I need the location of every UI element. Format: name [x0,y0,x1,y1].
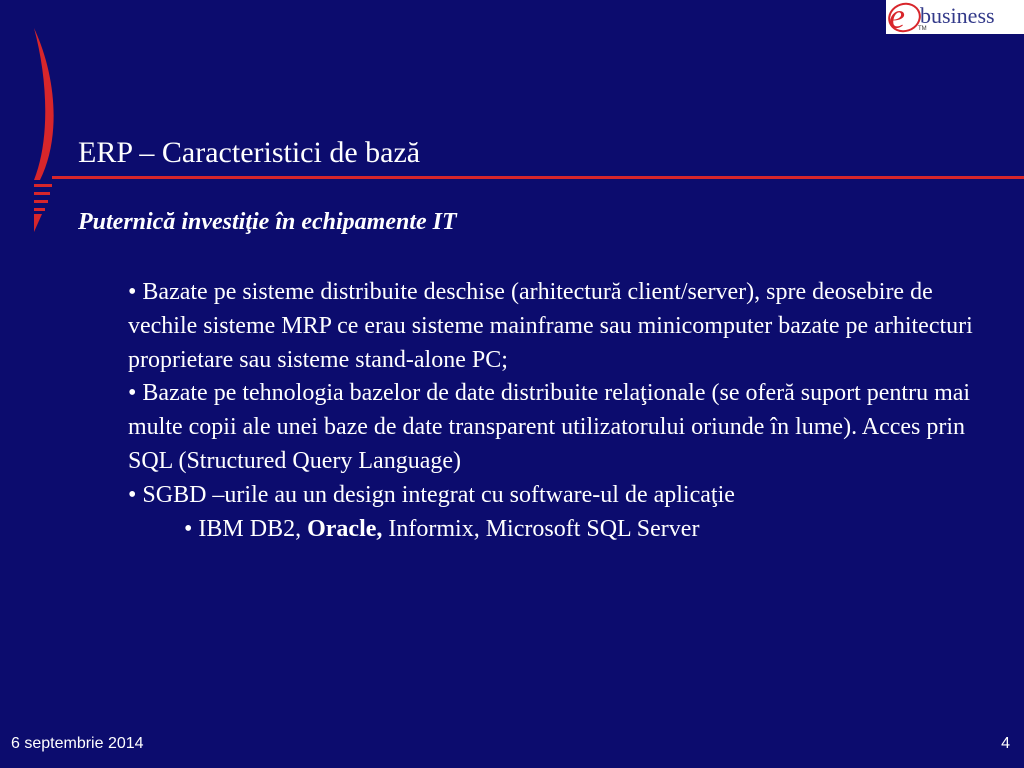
logo-wordmark: business [920,3,995,28]
title-divider [52,176,1024,179]
slide-body [128,276,988,546]
logo-trademark: TM [918,26,927,32]
sub-bullet-suffix: Informix, Microsoft SQL Server [382,515,700,542]
footer-date: 6 septembrie 2014 [11,735,144,752]
page-number: 4 [1001,735,1010,752]
sub-bullet-item [184,513,988,547]
sub-bullet-bold: Oracle, [307,515,383,542]
bullet-item: • SGBD –urile au un design integrat cu software-ul de aplicaţie [128,481,735,508]
ebusiness-logo [886,0,1024,34]
slide-title: ERP – Caracteristici de bază [78,136,421,169]
decorative-swoosh [0,0,60,240]
logo-e-mark: e [889,0,905,36]
sub-bullet-prefix: • IBM DB2, [184,515,308,542]
slide-subtitle: Puternică investiţie în echipamente IT [78,209,457,235]
bullet-item: • Bazate pe sisteme distribuite deschise (arhitectură client/server), spre deosebire de vechile sisteme MRP ce erau sisteme mainframe sau minicomputer bazate pe arhitecturi proprietare sau sisteme stand-alone PC; [128,279,973,373]
bullet-item: • Bazate pe tehnologia bazelor de date distribuite relaţionale (se oferă suport pentru mai multe copii ale unei baze de date transparent utilizatorului oriunde în lume). Acces prin SQL (Structured Query Language) [128,380,971,474]
